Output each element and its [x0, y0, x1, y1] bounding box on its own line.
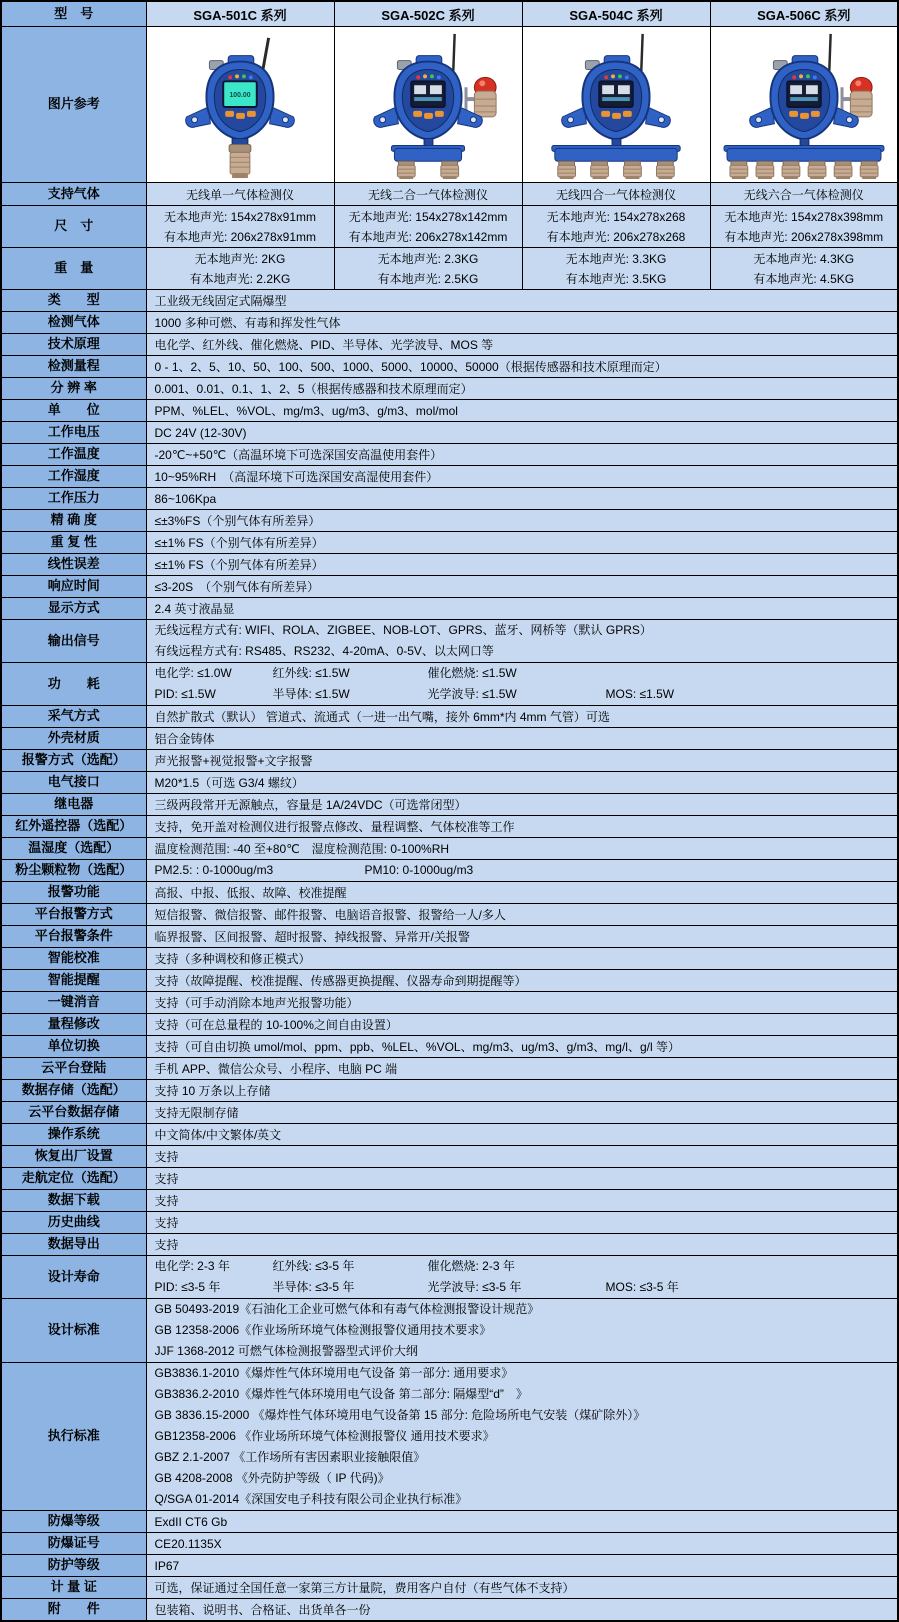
- row-label-unit: 单 位: [1, 400, 146, 422]
- spec-row-os: [1, 1124, 898, 1146]
- sensor-manifold: [552, 145, 680, 161]
- row-label-cloud-login: 云平台登陆: [1, 1058, 146, 1080]
- spec-row-smart-calibration: [1, 948, 898, 970]
- sensor-probe-icon: [441, 161, 459, 179]
- value-line: 有线远程方式有: RS485、RS232、4-20mA、0-5V、以太网口等: [154, 644, 494, 658]
- row-label-range-modify: 量程修改: [1, 1014, 146, 1036]
- value-line: GB 3836.15-2000 《爆炸性气体环境用电气设备第 15 部分: 危险场所电气安装（煤矿除外）》: [154, 1408, 646, 1422]
- spec-row-display: [1, 598, 898, 620]
- row-label-resolution: 分 辨 率: [1, 378, 146, 400]
- row-label-metrology-cert: 计 量 证: [1, 1577, 146, 1599]
- row-label-one-key-mute: 一键消音: [1, 992, 146, 1014]
- support-value: 无线六合一气体检测仪: [710, 183, 898, 206]
- row-weight-value: [522, 248, 710, 290]
- spec-row-factory-reset: [1, 1146, 898, 1168]
- row-label-ir-remote: 红外遥控器（选配）: [1, 816, 146, 838]
- value-line: 无本地声光: 3.3KG: [565, 251, 667, 266]
- spec-row-accuracy: [1, 510, 898, 532]
- value-line: 有本地声光: 2.2KG: [189, 271, 291, 286]
- spec-row-metrology-cert: [1, 1577, 898, 1599]
- value-segment: PM2.5: : 0-1000ug/m3: [154, 863, 274, 877]
- spec-row-detect-gas: [1, 312, 898, 334]
- row-value-design-life: [146, 1256, 898, 1299]
- value-segment: 半导体: ≤3-5 年: [272, 1280, 355, 1294]
- spec-row-voltage: [1, 422, 898, 444]
- sensor-manifold: [391, 145, 464, 161]
- spec-row-response-time: [1, 576, 898, 598]
- row-label-relay: 继电器: [1, 794, 146, 816]
- row-weight: [1, 248, 898, 290]
- sensor-probe-icon: [558, 161, 576, 179]
- row-label-unit-switch: 单位切换: [1, 1036, 146, 1058]
- row-value-linearity: ≤±1% FS（个别气体有所差异）: [146, 554, 898, 576]
- value-segment: MOS: ≤1.5W: [605, 687, 675, 701]
- spec-row-work-pressure: [1, 488, 898, 510]
- spec-row-relay: [1, 794, 898, 816]
- spec-row-range: [1, 356, 898, 378]
- row-label-sampling: 采气方式: [1, 706, 146, 728]
- spec-row-unit-switch: [1, 1036, 898, 1058]
- spec-row-data-download: [1, 1190, 898, 1212]
- row-label-range: 检测量程: [1, 356, 146, 378]
- spec-row-design-standard: [1, 1299, 898, 1363]
- column-header-sga-506c: SGA-506C 系列: [710, 1, 898, 27]
- row-value-dust: [146, 860, 898, 882]
- sensor-probe-icon: [591, 161, 609, 179]
- row-value-design-standard: [146, 1299, 898, 1363]
- row-weight-label: 重 量: [1, 248, 146, 290]
- gas-detector-illustration-sga-506c: [711, 28, 897, 181]
- row-label-type: 类 型: [1, 290, 146, 312]
- spec-row-repeatability: [1, 532, 898, 554]
- row-label-nav-location: 走航定位（选配）: [1, 1168, 146, 1190]
- row-value-detect-gas: 1000 多种可燃、有毒和挥发性气体: [146, 312, 898, 334]
- sensor-probe-icon: [656, 161, 674, 179]
- column-header-sga-502c: SGA-502C 系列: [334, 1, 522, 27]
- row-label-alarm-function: 报警功能: [1, 882, 146, 904]
- spec-row-history-curve: [1, 1212, 898, 1234]
- row-value-factory-reset: 支持: [146, 1146, 898, 1168]
- row-value-range-modify: 支持（可在总量程的 10-100%之间自由设置）: [146, 1014, 898, 1036]
- row-value-platform-alarm-condition: 临界报警、区间报警、超时报警、掉线报警、异常开/关报警: [146, 926, 898, 948]
- value-line: 无本地声光: 2KG: [194, 251, 286, 266]
- row-label-platform-alarm-condition: 平台报警条件: [1, 926, 146, 948]
- row-weight-value: [710, 248, 898, 290]
- spec-row-range-modify: [1, 1014, 898, 1036]
- row-label-alarm-mode: 报警方式（选配）: [1, 750, 146, 772]
- row-label-exproof-cert: 防爆证号: [1, 1533, 146, 1555]
- value-line: Q/SGA 01-2014《深国安电子科技有限公司企业执行标准》: [154, 1492, 468, 1506]
- row-size-label: 尺 寸: [1, 206, 146, 248]
- sensor-probe-icon: [782, 161, 800, 179]
- spec-row-smart-reminder: [1, 970, 898, 992]
- row-value-alarm-function: 高报、中报、低报、故障、校准提醒: [146, 882, 898, 904]
- sensor-probe-icon: [860, 161, 878, 179]
- sensor-probe-icon: [397, 161, 415, 179]
- row-weight-value: [146, 248, 334, 290]
- spec-row-exproof-cert: [1, 1533, 898, 1555]
- row-value-accuracy: ≤±3%FS（个别气体有所差异）: [146, 510, 898, 532]
- value-line: GB 50493-2019《石油化工企业可燃气体和有毒气体检测报警设计规范》: [154, 1302, 540, 1316]
- product-image-cell-sga-504c: [522, 27, 710, 183]
- row-value-ir-remote: 支持，免开盖对检测仪进行报警点修改、量程调整、气体校准等工作: [146, 816, 898, 838]
- spec-row-dust: [1, 860, 898, 882]
- value-line: GB 12358-2006《作业场所环境气体检测报警仪通用技术要求》: [154, 1323, 492, 1337]
- row-value-temp-humidity: 温度检测范围: -40 至+80℃ 湿度检测范围: 0-100%RH: [146, 838, 898, 860]
- row-value-os: 中文简体/中文繁体/英文: [146, 1124, 898, 1146]
- row-label-shell: 外壳材质: [1, 728, 146, 750]
- row-value-power-consumption: [146, 663, 898, 706]
- sensor-manifold: [724, 145, 884, 161]
- product-image-cell-sga-506c: [710, 27, 898, 183]
- value-segment: 催化燃烧: 2-3 年: [427, 1259, 515, 1273]
- value-line: 有本地声光: 4.5KG: [753, 271, 855, 286]
- column-header-sga-504c: SGA-504C 系列: [522, 1, 710, 27]
- row-value-shell: 铝合金铸体: [146, 728, 898, 750]
- row-label-electrical-port: 电气接口: [1, 772, 146, 794]
- row-label-data-storage: 数据存储（选配）: [1, 1080, 146, 1102]
- row-weight-value: [334, 248, 522, 290]
- spec-row-resolution: [1, 378, 898, 400]
- value-line: GB3836.1-2010《爆炸性气体环境用电气设备 第一部分: 通用要求》: [154, 1366, 514, 1380]
- support-value: 无线单一气体检测仪: [146, 183, 334, 206]
- value-line: JJF 1368-2012 可燃气体检测报警器型式评价大纲: [154, 1344, 418, 1358]
- row-label-work-pressure: 工作压力: [1, 488, 146, 510]
- value-segment: PID: ≤1.5W: [154, 687, 216, 701]
- spec-row-platform-alarm-condition: [1, 926, 898, 948]
- row-label-output-signal: 输出信号: [1, 620, 146, 663]
- row-value-nav-location: 支持: [146, 1168, 898, 1190]
- row-value-alarm-mode: 声光报警+视觉报警+文字报警: [146, 750, 898, 772]
- detector-body-icon: [186, 56, 295, 140]
- spec-row-one-key-mute: [1, 992, 898, 1014]
- spec-row-exproof-grade: [1, 1511, 898, 1533]
- row-value-accessories: 包装箱、说明书、合格证、出货单各一份: [146, 1599, 898, 1622]
- row-label-response-time: 响应时间: [1, 576, 146, 598]
- value-line: 无本地声光: 154x278x91mm: [163, 209, 317, 224]
- row-value-type: 工业级无线固定式隔爆型: [146, 290, 898, 312]
- row-label-work-temp: 工作温度: [1, 444, 146, 466]
- row-value-history-curve: 支持: [146, 1212, 898, 1234]
- row-label-dust: 粉尘颗粒物（选配）: [1, 860, 146, 882]
- row-label-execution-standard: 执行标准: [1, 1363, 146, 1511]
- row-label-display: 显示方式: [1, 598, 146, 620]
- row-size-value: [146, 206, 334, 248]
- row-value-output-signal: [146, 620, 898, 663]
- value-segment: MOS: ≤3-5 年: [605, 1280, 679, 1294]
- row-label-ip-grade: 防护等级: [1, 1555, 146, 1577]
- detector-body-icon: [562, 56, 671, 140]
- value-line: 无线远程方式有: WIFI、ROLA、ZIGBEE、NOB-LOT、GPRS、蓝牙、网桥等（默认 GPRS）: [154, 623, 652, 637]
- spec-row-cloud-login: [1, 1058, 898, 1080]
- spec-row-execution-standard: [1, 1363, 898, 1511]
- row-size-value: [522, 206, 710, 248]
- spec-row-sampling: [1, 706, 898, 728]
- screen-reading: 100.00: [229, 92, 251, 100]
- row-value-relay: 三级两段常开无源触点，容量是 1A/24VDC（可选常闭型）: [146, 794, 898, 816]
- row-size-value: [710, 206, 898, 248]
- row-label-cloud-storage: 云平台数据存储: [1, 1102, 146, 1124]
- row-label-history-curve: 历史曲线: [1, 1212, 146, 1234]
- row-value-work-pressure: 86~106Kpa: [146, 488, 898, 510]
- spec-row-accessories: [1, 1599, 898, 1622]
- row-label-os: 操作系统: [1, 1124, 146, 1146]
- value-line: 有本地声光: 206x278x91mm: [163, 229, 317, 244]
- value-line: GB 4208-2008 《外壳防护等级（ IP 代码)》: [154, 1471, 390, 1485]
- row-value-data-export: 支持: [146, 1234, 898, 1256]
- spec-row-work-humidity: [1, 466, 898, 488]
- row-label-smart-reminder: 智能提醒: [1, 970, 146, 992]
- support-value: 无线四合一气体检测仪: [522, 183, 710, 206]
- row-value-work-humidity: 10~95%RH （高湿环境下可选深国安高湿使用套件）: [146, 466, 898, 488]
- model-header-label: 型 号: [1, 1, 146, 27]
- value-line: 有本地声光: 3.5KG: [565, 271, 667, 286]
- row-value-data-storage: 支持 10 万条以上存储: [146, 1080, 898, 1102]
- value-line: 有本地声光: 206x278x398mm: [724, 229, 884, 244]
- spec-row-data-storage: [1, 1080, 898, 1102]
- row-value-execution-standard: [146, 1363, 898, 1511]
- row-value-platform-alarm-mode: 短信报警、微信报警、邮件报警、电脑语音报警、报警给一人/多人: [146, 904, 898, 926]
- value-segment: PID: ≤3-5 年: [154, 1280, 221, 1294]
- row-value-data-download: 支持: [146, 1190, 898, 1212]
- row-label-repeatability: 重 复 性: [1, 532, 146, 554]
- row-value-range: 0 - 1、2、5、10、50、100、500、1000、5000、10000、50000（根据传感器和技术原理而定）: [146, 356, 898, 378]
- spec-row-nav-location: [1, 1168, 898, 1190]
- row-value-cloud-login: 手机 APP、微信公众号、小程序、电脑 PC 端: [146, 1058, 898, 1080]
- row-label-power-consumption: 功 耗: [1, 663, 146, 706]
- row-label-data-export: 数据导出: [1, 1234, 146, 1256]
- spec-row-ip-grade: [1, 1555, 898, 1577]
- spec-row-alarm-function: [1, 882, 898, 904]
- row-value-electrical-port: M20*1.5（可选 G3/4 螺纹）: [146, 772, 898, 794]
- spec-row-ir-remote: [1, 816, 898, 838]
- row-value-response-time: ≤3-20S （个别气体有所差异）: [146, 576, 898, 598]
- image-row-label: 图片参考: [1, 27, 146, 183]
- row-label-factory-reset: 恢复出厂设置: [1, 1146, 146, 1168]
- row-value-display: 2.4 英寸液晶显: [146, 598, 898, 620]
- value-line: 有本地声光: 206x278x142mm: [348, 229, 508, 244]
- value-segment: 红外线: ≤1.5W: [272, 666, 350, 680]
- spec-row-cloud-storage: [1, 1102, 898, 1124]
- value-line: GB3836.2-2010《爆炸性气体环境用电气设备 第二部分: 隔爆型“d” 》: [154, 1387, 528, 1401]
- row-label-accessories: 附 件: [1, 1599, 146, 1622]
- support-value: 无线二合一气体检测仪: [334, 183, 522, 206]
- value-line: GB12358-2006 《作业场所环境气体检测报警仪 通用技术要求》: [154, 1429, 495, 1443]
- row-label-linearity: 线性误差: [1, 554, 146, 576]
- sensor-probe-icon: [624, 161, 642, 179]
- value-line: 有本地声光: 2.5KG: [377, 271, 479, 286]
- spec-row-design-life: [1, 1256, 898, 1299]
- row-value-exproof-grade: ExdII CT6 Gb: [146, 1511, 898, 1533]
- spec-row-principle: [1, 334, 898, 356]
- value-segment: 电化学: 2-3 年: [154, 1259, 230, 1273]
- spec-row-data-export: [1, 1234, 898, 1256]
- row-label-platform-alarm-mode: 平台报警方式: [1, 904, 146, 926]
- value-segment: 光学波导: ≤1.5W: [427, 687, 517, 701]
- column-header-sga-501c: SGA-501C 系列: [146, 1, 334, 27]
- row-label-voltage: 工作电压: [1, 422, 146, 444]
- spec-row-linearity: [1, 554, 898, 576]
- value-segment: 光学波导: ≤3-5 年: [427, 1280, 522, 1294]
- row-label-smart-calibration: 智能校准: [1, 948, 146, 970]
- row-value-resolution: 0.001、0.01、0.1、1、2、5（根据传感器和技术原理而定）: [146, 378, 898, 400]
- value-segment: 半导体: ≤1.5W: [272, 687, 350, 701]
- row-value-smart-reminder: 支持（故障提醒、校准提醒、传感器更换提醒、仪器寿命到期提醒等）: [146, 970, 898, 992]
- row-value-voltage: DC 24V (12-30V): [146, 422, 898, 444]
- spec-row-work-temp: [1, 444, 898, 466]
- value-line: 无本地声光: 154x278x398mm: [724, 209, 884, 224]
- value-segment: 红外线: ≤3-5 年: [272, 1259, 355, 1273]
- row-value-unit: PPM、%LEL、%VOL、mg/m3、ug/m3、g/m3、mol/mol: [146, 400, 898, 422]
- row-value-work-temp: -20℃~+50℃（高温环境下可选深国安高温使用套件）: [146, 444, 898, 466]
- value-line: GBZ 2.1-2007 《工作场所有害因素职业接触限值》: [154, 1450, 426, 1464]
- sensor-probe-icon: [808, 161, 826, 179]
- row-value-ip-grade: IP67: [146, 1555, 898, 1577]
- row-value-cloud-storage: 支持无限制存储: [146, 1102, 898, 1124]
- value-segment: 电化学: ≤1.0W: [154, 666, 232, 680]
- value-line: 无本地声光: 4.3KG: [753, 251, 855, 266]
- spec-row-platform-alarm-mode: [1, 904, 898, 926]
- value-segment: 催化燃烧: ≤1.5W: [427, 666, 517, 680]
- spec-row-output-signal: [1, 620, 898, 663]
- row-label-design-life: 设计寿命: [1, 1256, 146, 1299]
- spec-row-shell: [1, 728, 898, 750]
- sensor-probe-icon: [834, 161, 852, 179]
- product-image-cell-sga-501c: [146, 27, 334, 183]
- row-label-design-standard: 设计标准: [1, 1299, 146, 1363]
- product-image-cell-sga-502c: [334, 27, 522, 183]
- row-label-work-humidity: 工作湿度: [1, 466, 146, 488]
- row-image-reference: [1, 27, 898, 183]
- row-value-principle: 电化学、红外线、催化燃烧、PID、半导体、光学波导、MOS 等: [146, 334, 898, 356]
- sensor-probe-icon: [229, 139, 251, 178]
- sensor-probe-icon: [730, 161, 748, 179]
- row-model-header: [1, 1, 898, 27]
- value-line: 无本地声光: 154x278x142mm: [348, 209, 508, 224]
- spec-row-electrical-port: [1, 772, 898, 794]
- value-line: 无本地声光: 2.3KG: [377, 251, 479, 266]
- row-size-value: [334, 206, 522, 248]
- sensor-probe-icon: [756, 161, 774, 179]
- row-value-repeatability: ≤±1% FS（个别气体有所差异）: [146, 532, 898, 554]
- row-label-principle: 技术原理: [1, 334, 146, 356]
- spec-row-type: [1, 290, 898, 312]
- gas-detector-illustration-sga-502c: [335, 28, 521, 181]
- row-value-one-key-mute: 支持（可手动消除本地声光报警功能）: [146, 992, 898, 1014]
- row-size: [1, 206, 898, 248]
- row-value-exproof-cert: CE20.1135X: [146, 1533, 898, 1555]
- gas-detector-illustration-sga-501c: [147, 28, 333, 181]
- gas-detector-illustration-sga-504c: [523, 28, 709, 181]
- spec-row-power-consumption: [1, 663, 898, 706]
- row-value-sampling: 自然扩散式（默认） 管道式、流通式（一进一出气嘴，接外 6mm*内 4mm 气管）可选: [146, 706, 898, 728]
- row-supported-gas: [1, 183, 898, 206]
- row-label-temp-humidity: 温湿度（选配）: [1, 838, 146, 860]
- row-label-accuracy: 精 确 度: [1, 510, 146, 532]
- value-segment: PM10: 0-1000ug/m3: [364, 863, 474, 877]
- row-value-metrology-cert: 可选，保证通过全国任意一家第三方计量院，费用客户自付（有些气体不支持）: [146, 1577, 898, 1599]
- value-line: 有本地声光: 206x278x268: [546, 229, 686, 244]
- value-line: 无本地声光: 154x278x268: [546, 209, 686, 224]
- row-label-exproof-grade: 防爆等级: [1, 1511, 146, 1533]
- row-label-data-download: 数据下载: [1, 1190, 146, 1212]
- spec-row-unit: [1, 400, 898, 422]
- spec-row-temp-humidity: [1, 838, 898, 860]
- support-row-label: 支持气体: [1, 183, 146, 206]
- row-label-detect-gas: 检测气体: [1, 312, 146, 334]
- spec-row-alarm-mode: [1, 750, 898, 772]
- row-value-unit-switch: 支持（可自由切换 umol/mol、ppm、ppb、%LEL、%VOL、mg/m3、ug/m3、g/m3、mg/l、g/l 等）: [146, 1036, 898, 1058]
- row-value-smart-calibration: 支持（多种调校和修正模式）: [146, 948, 898, 970]
